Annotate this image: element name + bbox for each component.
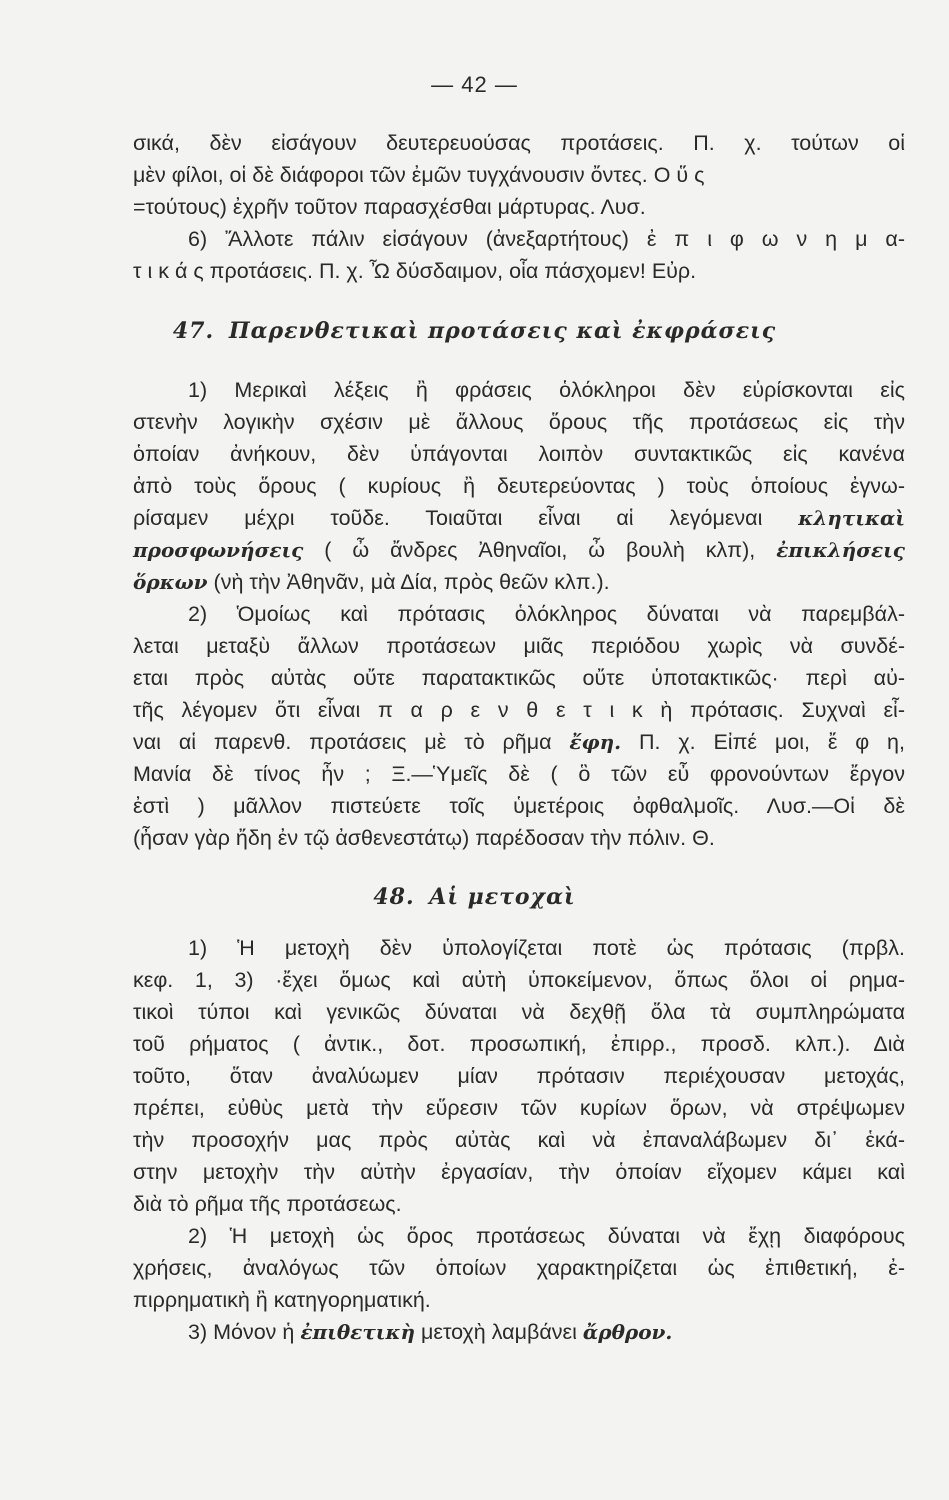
text-line: τοῦ ρήματος ( ἀντικ., δοτ. προσωπική, ἐπιρρ., προσδ. κλπ.). Διὰ [133, 1032, 905, 1056]
text-line: στην μετοχὴν τὴν αὐτὴν ἐργασίαν, τὴν ὁποίαν εἴχομεν κάμει καὶ [133, 1160, 905, 1184]
top-paragraph [133, 127, 905, 287]
text-line: διὰ τὸ ρῆμα τῆς προτάσεως. [133, 1192, 402, 1216]
text-line: τ ι κ ά ς προτάσεις. Π. χ. Ὦ δύσδαιμον, οἷα πάσχομεν! Εὐρ. [133, 259, 697, 283]
text-line: (ἦσαν γὰρ ἤδη ἐν τῷ ἀσθενεστάτῳ) παρέδοσαν τὴν πόλιν. Θ. [133, 826, 715, 850]
text-line: 2) Ἡ μετοχὴ ὡς ὅρος προτάσεως δύναται νὰ ἔχῃ διαφόρους [188, 1224, 905, 1248]
emphasized-term: ἐπικλήσεις [776, 538, 905, 562]
section-48-heading [0, 884, 949, 910]
emphasized-term: ὅρκων [133, 570, 208, 594]
text-line: πιρρηματικὴ ἢ κατηγορηματική. [133, 1288, 431, 1312]
emphasized-term: ἄρθρον. [582, 1320, 673, 1344]
text-line: στενὴν λογικὴν σχέσιν μὲ ἄλλους ὅρους τῆς προτάσεως εἰς τὴν [133, 410, 905, 434]
section-number: 47. [172, 318, 215, 344]
text-fragment: (νὴ τὴν Ἀθηνᾶν, μὰ Δία, πρὸς θεῶν κλπ.). [213, 570, 610, 594]
text-fragment: ναι αἱ παρενθ. προτάσεις μὲ τὸ ρῆμα [133, 730, 552, 754]
text-line: 1) Μερικαὶ λέξεις ἢ φράσεις ὁλόκληροι δὲν εὑρίσκονται εἰς [188, 378, 905, 402]
text-line: εται πρὸς αὐτὰς οὔτε παρατακτικῶς οὔτε ὑποτακτικῶς· περὶ αὐ- [133, 666, 905, 690]
section-title: Αἱ μετοχαὶ [429, 884, 576, 910]
section-title: Παρενθετικαὶ προτάσεις καὶ ἐκφράσεις [228, 318, 777, 344]
text-line [133, 566, 905, 598]
text-line: Μανία δὲ τίνος ἦν ; Ξ.—Ὑμεῖς δὲ ( ὃ τῶν εὖ φρονούντων ἔργον [133, 762, 905, 786]
text-line: σικά, δὲν εἰσάγουν δευτερευούσας προτάσεις. Π. χ. τούτων οἱ [133, 131, 905, 155]
text-line [133, 502, 905, 534]
emphasized-term: ἔφη. [569, 730, 622, 754]
text-line: ἀπὸ τοὺς ὅρους ( κυρίους ἢ δευτερεύοντας ) τοὺς ὁποίους ἐγνω- [133, 474, 905, 498]
text-fragment: ( ὦ ἄνδρες Ἀθηναῖοι, ὦ βουλὴ κλπ), [324, 538, 756, 562]
text-line [133, 1316, 905, 1348]
text-fragment: Π. χ. Εἰπέ μοι, ἔ φ η, [639, 730, 905, 754]
text-line: =τούτους) ἐχρῆν τοῦτον παρασχέσθαι μάρτυρας. Λυσ. [133, 195, 646, 219]
page-number: — 42 — [431, 72, 518, 97]
section-47-heading [0, 318, 949, 344]
text-line: τὴν προσοχήν μας πρὸς αὐτὰς καὶ νὰ ἐπαναλάβωμεν δι᾽ ἑκά- [133, 1128, 905, 1152]
text-line: λεται μεταξὺ ἄλλων προτάσεων μιᾶς περιόδου χωρὶς νὰ συνδέ- [133, 634, 905, 658]
section-number: 48. [373, 884, 415, 910]
text-fragment: ρίσαμεν μέχρι τοῦδε. Τοιαῦται εἶναι αἱ λεγόμεναι [133, 506, 763, 530]
text-fragment: 3) Μόνον ἡ [188, 1320, 295, 1344]
emphasized-term: προσφωνήσεις [133, 538, 304, 562]
text-line: ὁποίαν ἀνήκουν, δὲν ὑπάγονται λοιπὸν συντακτικῶς εἰς κανένα [133, 442, 905, 466]
text-line: κεφ. 1, 3) ·ἔχει ὅμως καὶ αὐτὴ ὑποκείμενον, ὅπως ὅλοι οἱ ρημα- [133, 968, 905, 992]
text-line: τῆς λέγομεν ὅτι εἶναι π α ρ ε ν θ ε τ ι κ ὴ πρότασις. Συχναὶ εἶ- [133, 698, 905, 722]
text-line: 1) Ἡ μετοχὴ δὲν ὑπολογίζεται ποτὲ ὡς πρότασις (πρβλ. [188, 936, 905, 960]
text-line: τικοὶ τύποι καὶ γενικῶς δύναται νὰ δεχθῇ ὅλα τὰ συμπληρώματα [133, 1000, 905, 1024]
text-line: ἐστὶ ) μᾶλλον πιστεύετε τοῖς ὑμετέροις ὀφθαλμοῖς. Λυσ.—Οἱ δὲ [133, 794, 905, 818]
emphasized-term: κλητικαὶ [798, 506, 906, 530]
text-line: μὲν φίλοι, οἱ δὲ διάφοροι τῶν ἐμῶν τυγχάνουσιν ὄντες. Ο ὕ ς [133, 163, 705, 187]
text-line [133, 534, 905, 566]
text-line [133, 726, 905, 758]
text-line: πρέπει, εὐθὺς μετὰ τὴν εὕρεσιν τῶν κυρίων ὅρων, νὰ στρέψωμεν [133, 1096, 905, 1120]
text-fragment: μετοχὴ λαμβάνει [420, 1320, 577, 1344]
section-48-body [133, 932, 905, 1348]
text-line: τοῦτο, ὅταν ἀναλύωμεν μίαν πρότασιν περιέχουσαν μετοχάς, [133, 1064, 905, 1088]
text-line: 6) Ἄλλοτε πάλιν εἰσάγουν (ἀνεξαρτήτους) ἐ π ι φ ω ν η μ α- [188, 227, 905, 251]
emphasized-term: ἐπιθετικὴ [300, 1320, 415, 1344]
section-47-body [133, 374, 905, 854]
text-line: χρήσεις, ἀναλόγως τῶν ὁποίων χαρακτηρίζεται ὡς ἐπιθετική, ἐ- [133, 1256, 905, 1280]
text-line: 2) Ὁμοίως καὶ πρότασις ὁλόκληρος δύναται νὰ παρεμβάλ- [188, 602, 905, 626]
